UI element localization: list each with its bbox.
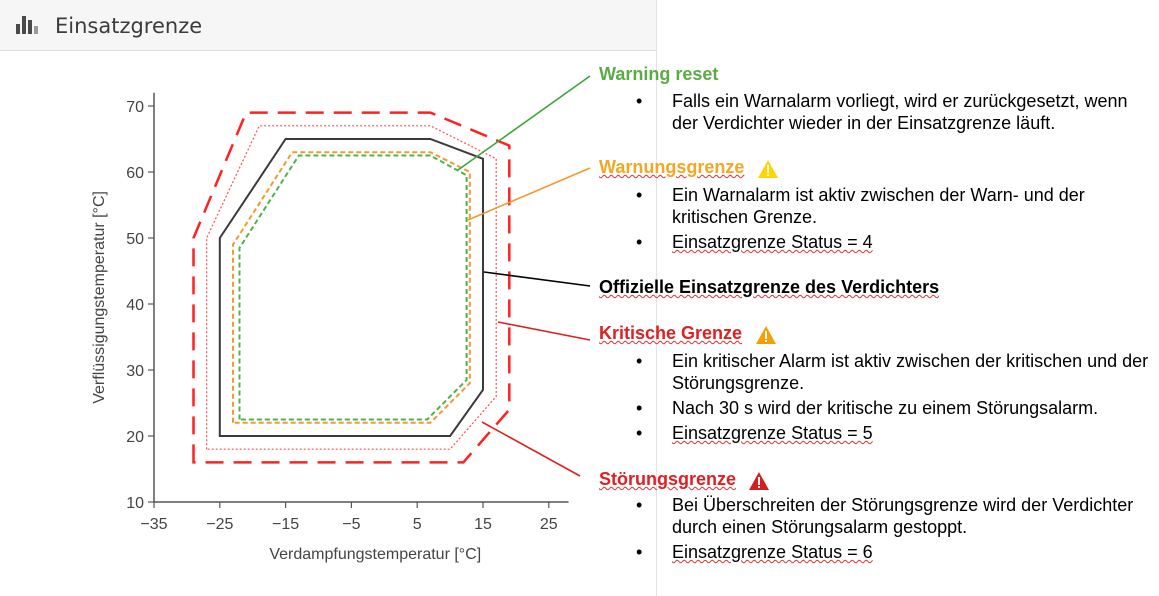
limit-polygon-long-dash xyxy=(194,113,510,463)
limit-polygon-dashed xyxy=(240,156,467,420)
connector-line xyxy=(498,322,590,340)
bullet-item: • Ein Warnalarm ist aktiv zwischen der Warn- und der kritischen Grenze. xyxy=(636,184,1156,228)
warning-yellow-icon xyxy=(757,159,779,179)
limit-polygon-dashed xyxy=(233,152,470,423)
bullet-item: • Einsatzgrenze Status = 4 xyxy=(636,231,1156,253)
x-tick-label: −15 xyxy=(272,516,300,533)
bullet-item: • Nach 30 s wird der kritische zu einem Störungsalarm. xyxy=(636,397,1156,419)
x-tick-label: −5 xyxy=(342,516,361,533)
panel-title: Einsatzgrenze xyxy=(55,14,203,38)
annotation-offizielle xyxy=(599,277,939,298)
warning-red-icon xyxy=(748,471,770,491)
warning-orange-icon xyxy=(755,325,777,345)
bullet-item: • Falls ein Warnalarm vorliegt, wird er zurückgesetzt, wenn der Verdichter wieder in der Einsatzgrenze läuft. xyxy=(636,90,1156,134)
annotation-title: Offizielle Einsatzgrenze des Verdichters xyxy=(599,277,940,297)
bullet-item: • Einsatzgrenze Status = 5 xyxy=(636,422,1156,444)
x-tick-label: 25 xyxy=(539,516,558,533)
annotation-title: Warning reset xyxy=(599,64,719,84)
y-tick-label: 10 xyxy=(126,495,144,512)
warning-reset-bullets xyxy=(636,90,1156,137)
annotation-warnungsgrenze xyxy=(599,157,779,179)
connector-line xyxy=(482,422,580,476)
x-tick-label: −25 xyxy=(206,516,234,533)
x-tick-label: −35 xyxy=(140,516,168,533)
y-tick-label: 50 xyxy=(126,231,144,248)
annotation-warning-reset xyxy=(599,64,718,85)
y-tick-label: 60 xyxy=(126,165,144,182)
connector-line xyxy=(458,76,590,170)
stoerungsgrenze-bullets xyxy=(636,494,1156,566)
x-tick-label: 15 xyxy=(474,516,492,533)
annotation-title: Kritische Grenze xyxy=(599,323,743,343)
x-tick-label: 5 xyxy=(412,516,422,533)
annotation-title: Warnungsgrenze xyxy=(599,157,745,177)
bullet-item: • Einsatzgrenze Status = 6 xyxy=(636,541,1156,563)
y-tick-label: 20 xyxy=(126,429,144,446)
annotation-stoerungsgrenze xyxy=(599,469,770,491)
kritische-bullets xyxy=(636,350,1156,447)
bullet-item: • Ein kritischer Alarm ist aktiv zwischen der kritischen und der Störungsgrenze. xyxy=(636,350,1156,394)
annotation-kritische xyxy=(599,323,777,345)
warnungsgrenze-bullets xyxy=(636,184,1156,256)
bullet-item: • Bei Überschreiten der Störungsgrenze wird der Verdichter durch einen Störungsalarm gestoppt. xyxy=(636,494,1156,538)
y-tick-label: 70 xyxy=(126,99,144,116)
y-axis-label: Verflüssigungstemperatur [°C] xyxy=(91,191,108,404)
x-axis-label: Verdampfungstemperatur [°C] xyxy=(269,546,482,563)
y-tick-label: 30 xyxy=(126,363,144,380)
limit-polygon-solid xyxy=(220,139,483,436)
annotation-title: Störungsgrenze xyxy=(599,469,737,489)
y-tick-label: 40 xyxy=(126,297,144,314)
connector-line xyxy=(484,272,590,286)
connector-line xyxy=(468,168,590,220)
